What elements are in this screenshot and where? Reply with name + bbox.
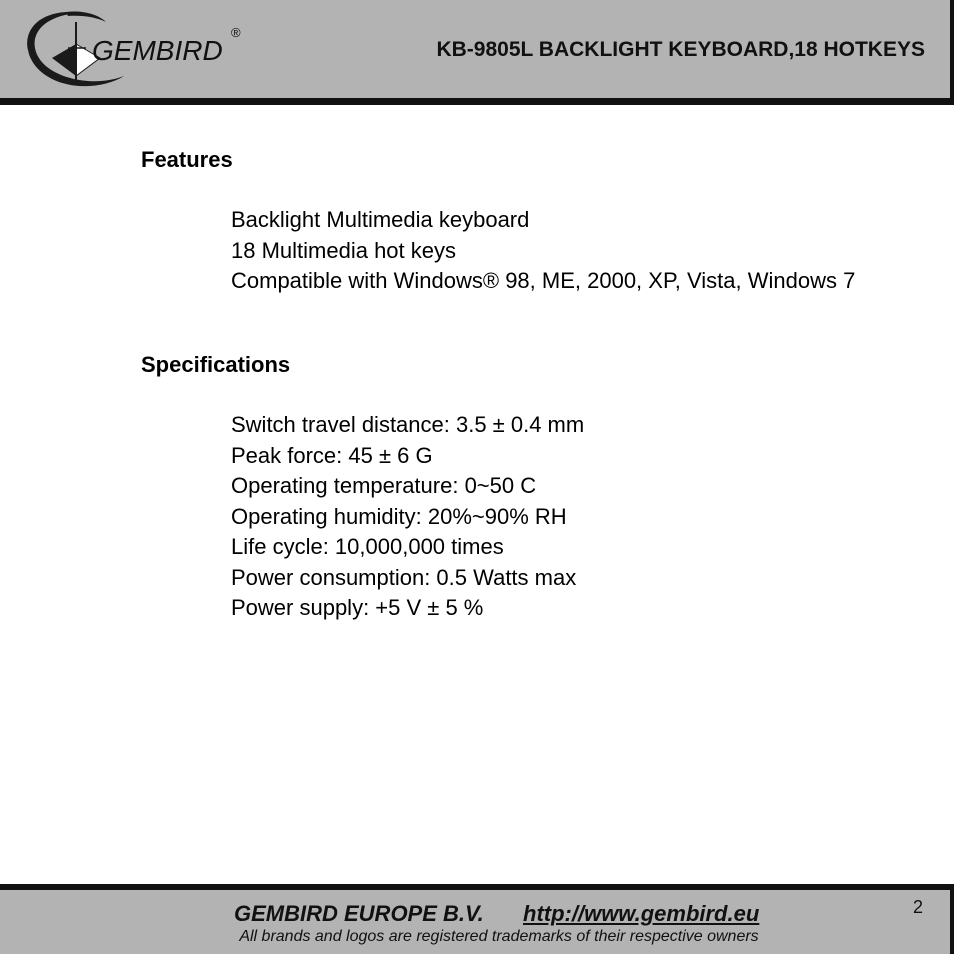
footer-company-name: GEMBIRD EUROPE B.V. xyxy=(234,901,484,926)
spec-item: Peak force: 45 ± 6 G xyxy=(231,442,433,468)
logo-wordmark: GEMBIRD xyxy=(92,35,223,66)
spec-item: Switch travel distance: 3.5 ± 0.4 mm xyxy=(231,412,585,437)
spec-item: Life cycle: 10,000,000 times xyxy=(231,534,504,559)
features-heading: Features xyxy=(141,147,233,172)
gembird-logo xyxy=(22,6,252,92)
logo-registered-mark: ® xyxy=(231,25,241,40)
spec-item: Operating humidity: 20%~90% RH xyxy=(231,503,567,529)
feature-item: Backlight Multimedia keyboard xyxy=(231,207,530,232)
feature-item: 18 Multimedia hot keys xyxy=(231,237,456,263)
document-title: KB-9805L BACKLIGHT KEYBOARD,18 HOTKEYS xyxy=(436,38,925,61)
features-list xyxy=(231,205,900,297)
specifications-list xyxy=(231,410,900,624)
header-divider xyxy=(0,98,954,105)
page-footer xyxy=(0,890,954,954)
page-number: 2 xyxy=(913,897,924,917)
feature-item: Compatible with Windows® 98, ME, 2000, XP, Vista, Windows 7 xyxy=(231,268,856,293)
spec-item: Power supply: +5 V ± 5 % xyxy=(231,595,484,620)
footer-website-link[interactable]: http://www.gembird.eu xyxy=(523,901,760,926)
specifications-heading: Specifications xyxy=(141,352,291,377)
page-header xyxy=(0,0,954,98)
spec-item: Operating temperature: 0~50 C xyxy=(231,473,537,498)
footer-trademark-note: All brands and logos are registered trademarks of their respective owners xyxy=(239,928,759,945)
spec-item: Power consumption: 0.5 Watts max xyxy=(231,564,577,590)
